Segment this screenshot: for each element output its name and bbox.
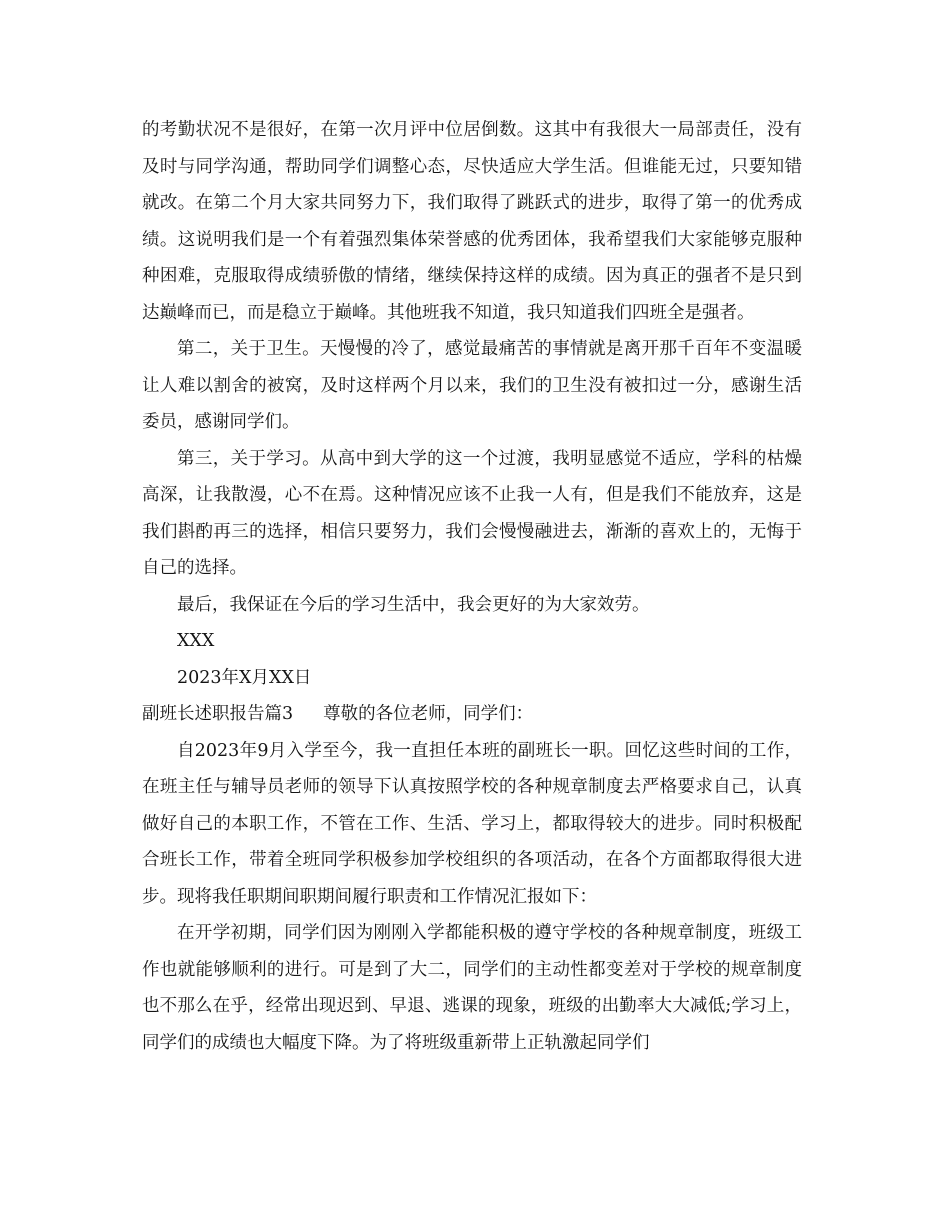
section-title: 副班长述职报告篇3 bbox=[142, 704, 294, 724]
paragraph-closing: 最后，我保证在今后的学习生活中，我会更好的为大家效劳。 bbox=[177, 594, 650, 615]
paragraph-attendance: 的考勤状况不是很好，在第一次月评中位居倒数。这其中有我很大一局部责任，没有及时与同学沟通，帮助同学们调整心态，尽快适应大学生活。但谁能无过，只要知错就改。在第二个月大家共同努力下，我们取得了跳跃式的进步，取得了第一的优秀成绩。这说明我们是一个有着强烈集体荣誉感的优秀团体，我希望我们大家能够克服种种困难，克服取得成绩骄傲的情绪，继续保持这样的成绩。因为真正的强者不是只到达巅峰而已，而是稳立于巅峰。其他班我不知道，我只知道我们四班全是强者。 bbox=[142, 120, 802, 323]
section-heading bbox=[142, 696, 802, 733]
date-line: 2023年X月XX日 bbox=[177, 667, 312, 688]
document-body bbox=[142, 112, 802, 1061]
paragraph-study: 第三，关于学习。从高中到大学的这一个过渡，我明显感觉不适应，学科的枯燥高深，让我散漫，心不在焉。这种情况应该不止我一人有，但是我们不能放弃，这是我们斟酌再三的选择，相信只要努力，我们会慢慢融进去，渐渐的喜欢上的，无悔于自己的选择。 bbox=[142, 448, 802, 578]
signature: XXX bbox=[177, 631, 215, 651]
paragraph-hygiene: 第二，关于卫生。天慢慢的冷了，感觉最痛苦的事情就是离开那千百年不变温暖让人难以割舍的被窝，及时这样两个月以来，我们的卫生没有被扣过一分，感谢生活委员，感谢同学们。 bbox=[142, 339, 802, 432]
paragraph-introduction: 自2023年9月入学至今，我一直担任本班的副班长一职。回忆这些时间的工作，在班主任与辅导员老师的领导下认真按照学校的各种规章制度去严格要求自己，认真做好自己的本职工作，不管在工作、生活、学习上，都取得较大的进步。同时积极配合班长工作，带着全班同学积极参加学校组织的各项活动，在各个方面都取得很大进步。现将我任职期间职期间履行职责和工作情况汇报如下： bbox=[142, 740, 802, 907]
paragraph-early-semester: 在开学初期，同学们因为刚刚入学都能积极的遵守学校的各种规章制度，班级工作也就能够顺利的进行。可是到了大二，同学们的主动性都变差对于学校的规章制度也不那么在乎，经常出现迟到、早退、逃课的现象，班级的出勤率大大减低;学习上，同学们的成绩也大幅度下降。为了将班级重新带上正轨激起同学们 bbox=[142, 923, 802, 1053]
salutation: 尊敬的各位老师，同学们： bbox=[323, 704, 534, 724]
